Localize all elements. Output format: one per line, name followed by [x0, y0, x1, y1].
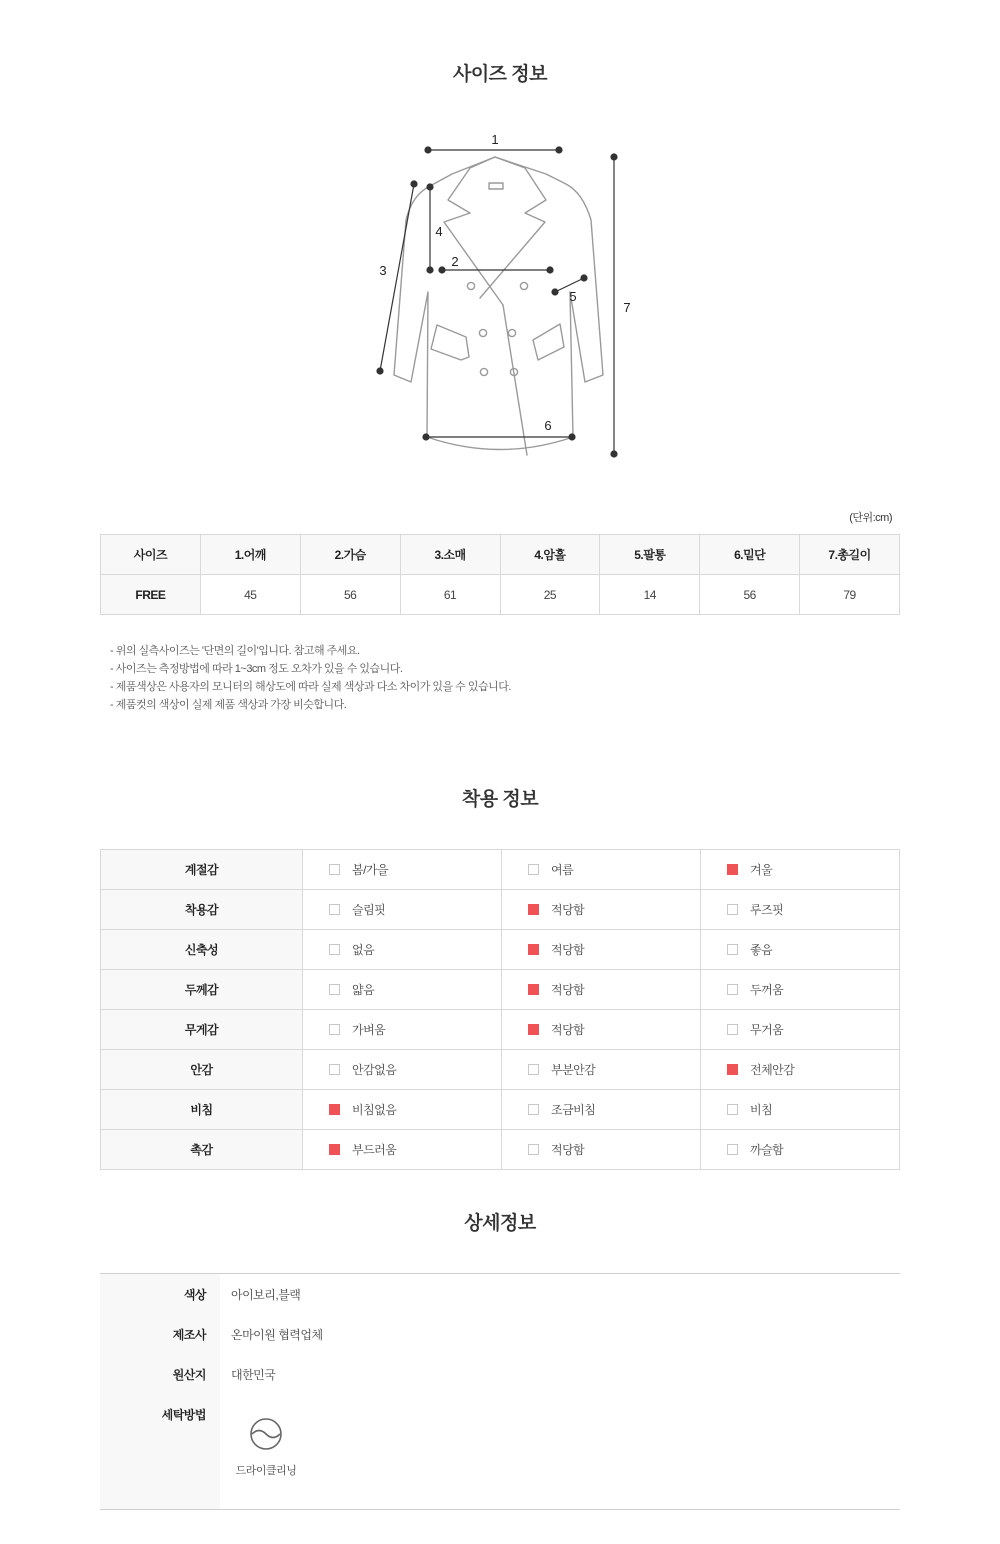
fit-row-label: 두께감	[101, 970, 303, 1010]
note-line: - 제품색상은 사용자의 모니터의 해상도에 따라 실제 색상과 다소 차이가 있을 수 있습니다.	[110, 681, 511, 693]
label-4: 4	[435, 224, 443, 239]
fit-row-label: 계절감	[101, 850, 303, 890]
fit-row	[101, 930, 900, 970]
fit-option	[303, 890, 502, 930]
pocket-right	[533, 324, 564, 360]
size-header-cell: 5.팔통	[600, 535, 700, 575]
unchecked-checkbox	[727, 944, 738, 955]
detail-value: 대한민국	[231, 1368, 276, 1382]
fit-row	[101, 1130, 900, 1170]
fit-option-label: 두꺼움	[750, 983, 784, 997]
fit-option	[303, 1010, 502, 1050]
fit-row-label: 착용감	[101, 890, 303, 930]
unchecked-checkbox	[528, 1064, 539, 1075]
fit-option	[502, 890, 701, 930]
label-6: 6	[544, 418, 552, 433]
checked-checkbox	[528, 984, 539, 995]
fit-option	[701, 930, 900, 970]
size-value-cell: 56	[700, 575, 800, 615]
size-header-cell: 6.밑단	[700, 535, 800, 575]
fit-option	[701, 850, 900, 890]
fit-option	[701, 1050, 900, 1090]
fit-option	[303, 1050, 502, 1090]
unchecked-checkbox	[329, 1064, 340, 1075]
size-value-cell: 14	[600, 575, 700, 615]
fit-option-label: 적당함	[551, 1023, 585, 1037]
label-3: 3	[379, 263, 387, 278]
fit-option-label: 비침없음	[352, 1103, 397, 1117]
fit-option-label: 무거움	[750, 1023, 784, 1037]
pocket-left	[431, 325, 469, 360]
fit-info-title: 착용 정보	[461, 789, 539, 810]
size-info-title: 사이즈 정보	[452, 64, 548, 85]
fit-option-label: 겨울	[750, 863, 773, 877]
size-header-cell: 7.총길이	[800, 535, 900, 575]
unit-label: (단위:cm)	[849, 512, 892, 524]
size-header-cell: 사이즈	[101, 535, 201, 575]
unchecked-checkbox	[727, 1024, 738, 1035]
detail-info-title: 상세정보	[464, 1213, 536, 1234]
fit-row	[101, 1010, 900, 1050]
fit-option	[502, 850, 701, 890]
detail-label-column	[100, 1274, 220, 1509]
label-2: 2	[451, 254, 459, 269]
fit-option-label: 없음	[352, 943, 375, 957]
fit-row	[101, 890, 900, 930]
fit-option	[303, 1090, 502, 1130]
size-name-cell: FREE	[101, 575, 201, 615]
fit-option-label: 전체안감	[750, 1063, 795, 1077]
size-value-cell: 61	[400, 575, 500, 615]
fit-option-label: 안감없음	[352, 1063, 397, 1077]
wash-label: 드라이클리닝	[235, 1465, 297, 1477]
label-5: 5	[569, 289, 577, 304]
unchecked-checkbox	[329, 1024, 340, 1035]
note-line: - 사이즈는 측정방법에 따라 1~3cm 정도 오차가 있을 수 있습니다.	[110, 663, 403, 675]
fit-option-label: 비침	[750, 1103, 773, 1117]
unchecked-checkbox	[727, 1144, 738, 1155]
fit-option	[502, 1090, 701, 1130]
fit-option-label: 부드러움	[352, 1143, 397, 1157]
label-1: 1	[491, 132, 499, 147]
fit-row-label: 촉감	[101, 1130, 303, 1170]
unchecked-checkbox	[727, 904, 738, 915]
fit-option-label: 조금비침	[551, 1103, 596, 1117]
fit-option-label: 가벼움	[352, 1023, 386, 1037]
fit-option	[502, 1010, 701, 1050]
note-line: - 위의 실측사이즈는 '단면의 길이'입니다. 참고해 주세요.	[110, 645, 360, 657]
fit-option-label: 부분안감	[551, 1063, 596, 1077]
fit-option-label: 까슬함	[750, 1143, 784, 1157]
fit-option	[303, 970, 502, 1010]
unchecked-checkbox	[528, 1144, 539, 1155]
fit-option-label: 적당함	[551, 983, 585, 997]
fit-row-label: 안감	[101, 1050, 303, 1090]
dry-clean-icon	[249, 1417, 283, 1451]
fit-option	[303, 850, 502, 890]
checked-checkbox	[528, 944, 539, 955]
detail-key: 원산지	[172, 1368, 206, 1382]
size-value-cell: 25	[500, 575, 600, 615]
fit-row	[101, 850, 900, 890]
unchecked-checkbox	[727, 1104, 738, 1115]
detail-value: 아이보리,블랙	[231, 1288, 301, 1302]
checked-checkbox	[727, 864, 738, 875]
size-table-row	[101, 575, 900, 615]
size-table	[100, 534, 900, 615]
checked-checkbox	[727, 1064, 738, 1075]
size-header-cell: 2.가슴	[300, 535, 400, 575]
fit-option	[502, 970, 701, 1010]
fit-option	[701, 1010, 900, 1050]
size-value-cell: 79	[800, 575, 900, 615]
size-notes	[110, 642, 511, 714]
fit-option	[701, 1090, 900, 1130]
unchecked-checkbox	[329, 904, 340, 915]
checked-checkbox	[528, 1024, 539, 1035]
unchecked-checkbox	[528, 1104, 539, 1115]
fit-option-label: 슬림핏	[352, 903, 386, 917]
size-table-header	[101, 535, 900, 575]
fit-option-label: 봄/가을	[352, 863, 389, 877]
unchecked-checkbox	[528, 864, 539, 875]
fit-option	[701, 970, 900, 1010]
checked-checkbox	[528, 904, 539, 915]
fit-option-label: 적당함	[551, 1143, 585, 1157]
note-line: - 제품컷의 색상이 실제 제품 색상과 가장 비슷합니다.	[110, 699, 347, 711]
fit-table	[100, 849, 900, 1170]
fit-row-label: 무게감	[101, 1010, 303, 1050]
size-value-cell: 45	[200, 575, 300, 615]
fit-row	[101, 970, 900, 1010]
fit-option	[502, 1050, 701, 1090]
size-header-cell: 1.어깨	[200, 535, 300, 575]
coat-measurement-diagram	[360, 120, 650, 465]
unchecked-checkbox	[727, 984, 738, 995]
size-header-cell: 3.소매	[400, 535, 500, 575]
fit-option	[303, 1130, 502, 1170]
fit-option-label: 좋음	[750, 943, 773, 957]
fit-option-label: 여름	[551, 863, 574, 877]
fit-option-label: 루즈핏	[750, 903, 784, 917]
fit-row-label: 신축성	[101, 930, 303, 970]
fit-option	[303, 930, 502, 970]
fit-option	[502, 1130, 701, 1170]
checked-checkbox	[329, 1144, 340, 1155]
unchecked-checkbox	[329, 984, 340, 995]
detail-key: 제조사	[172, 1328, 206, 1342]
detail-key: 색상	[183, 1288, 206, 1302]
detail-table	[100, 1273, 900, 1510]
fit-row-label: 비침	[101, 1090, 303, 1130]
fit-row	[101, 1090, 900, 1130]
fit-option-label: 적당함	[551, 903, 585, 917]
detail-key: 세탁방법	[161, 1408, 206, 1422]
detail-value: 온마이원 협력업체	[231, 1328, 323, 1342]
unchecked-checkbox	[329, 864, 340, 875]
collar-right	[480, 157, 546, 298]
wash-method	[231, 1417, 301, 1478]
fit-option	[701, 890, 900, 930]
checked-checkbox	[329, 1104, 340, 1115]
unchecked-checkbox	[329, 944, 340, 955]
size-value-cell: 56	[300, 575, 400, 615]
fit-option-label: 적당함	[551, 943, 585, 957]
size-header-cell: 4.암홀	[500, 535, 600, 575]
fit-option	[701, 1130, 900, 1170]
label-7: 7	[623, 300, 631, 315]
fit-option	[502, 930, 701, 970]
fit-row	[101, 1050, 900, 1090]
fit-option-label: 얇음	[352, 983, 375, 997]
